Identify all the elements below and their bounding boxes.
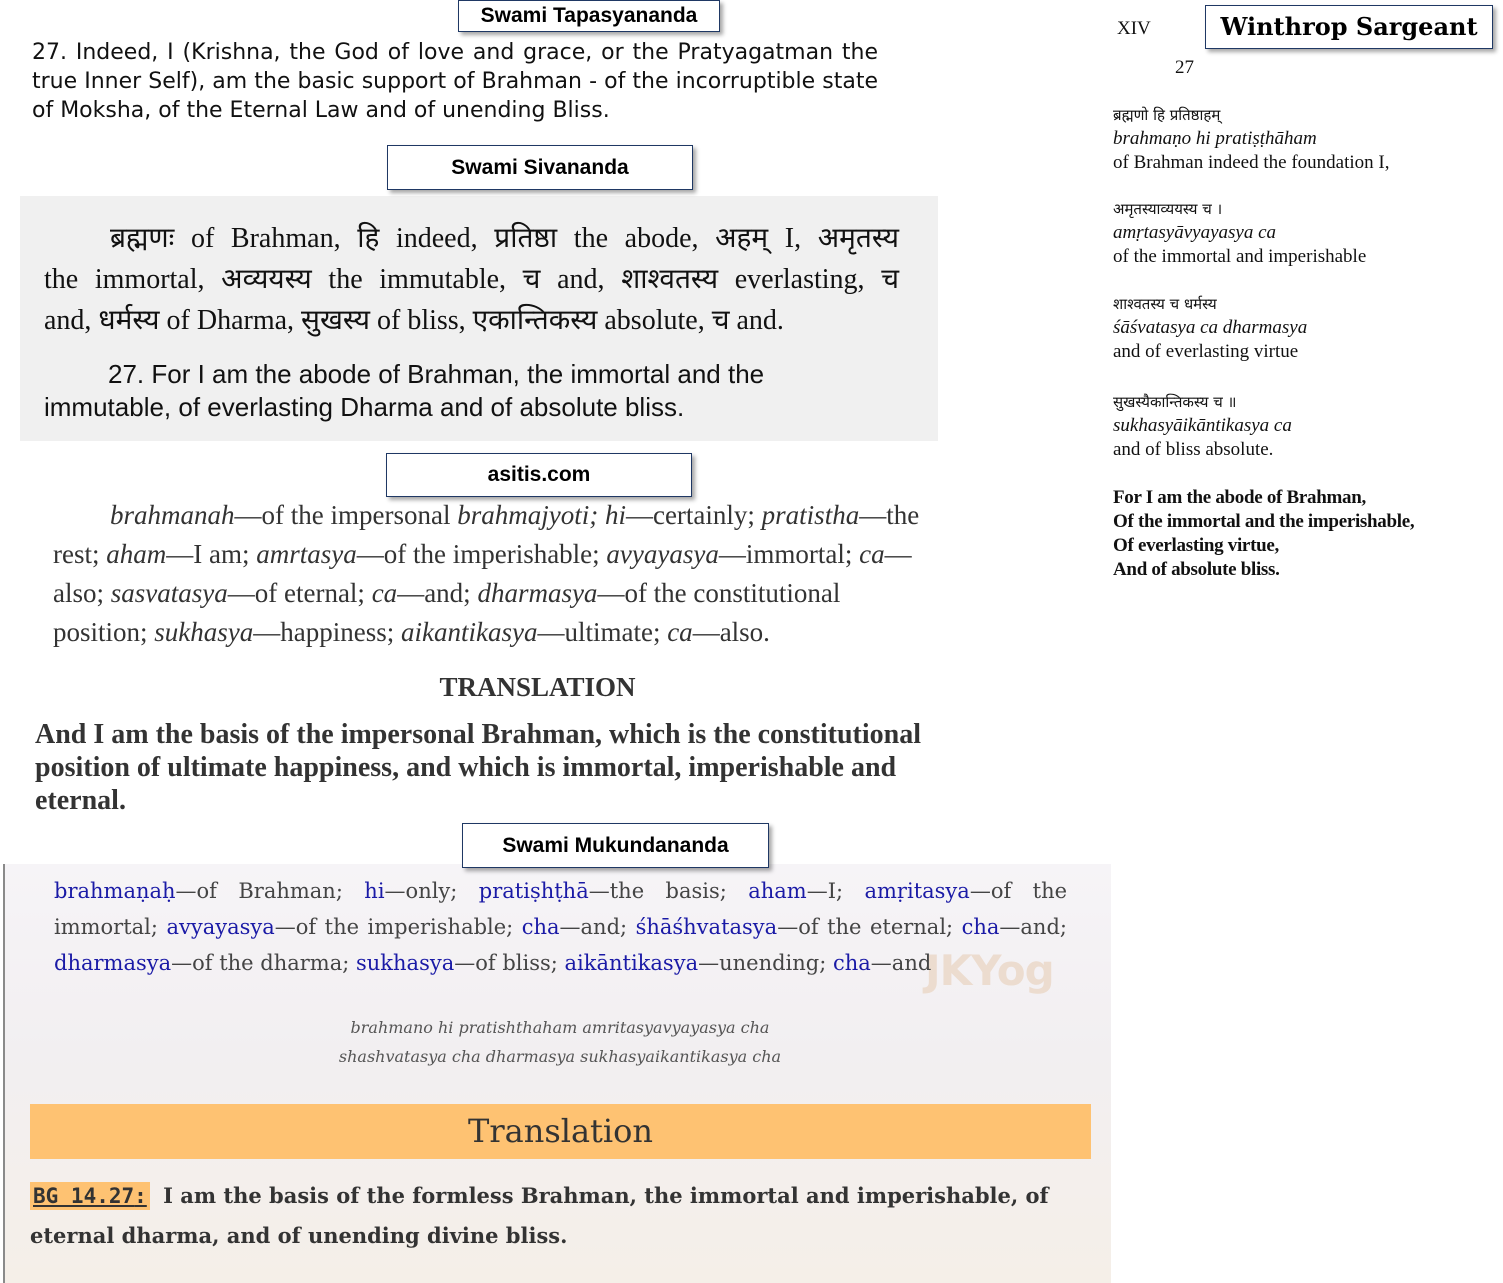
sanskrit-term: pratistha [761,500,860,530]
sanskrit-term: dharmasya [477,578,598,608]
word-gloss: —I am; [166,539,257,569]
word-gloss: rest; [53,539,107,569]
asitis-word-line [53,613,1003,652]
devanagari-line: सुखस्यैकान्तिकस्य च ॥ [1113,393,1237,411]
word-gloss: —happiness; [253,617,401,647]
sivananda-translation-line: 27. For I am the abode of Brahman, the immortal and the [108,359,765,389]
word-gloss: — [884,539,912,569]
asitis-translation-heading: TRANSLATION [439,672,636,702]
sanskrit-term: brahmaṇaḥ [54,879,176,903]
translation-line-1-text: I am the basis of the formless Brahman, the immortal and imperishable, of [163,1183,1049,1208]
transliteration-line: sukhasyāikāntikasya ca [1113,415,1292,436]
sivananda-word-line: the immortal, अव्ययस्य the immutable, च and, शाश्वतस्य everlasting, च [44,264,899,295]
mukundananda-translation-line [30,1176,1095,1216]
mukundananda-verse [0,1013,1120,1071]
verse-line: shashvatasya cha dharmasya sukhasyaikantikasya cha [338,1047,782,1066]
devanagari-line: शाश्वतस्य च धर्मस्य [1113,295,1217,313]
sargeant-word-group [1113,292,1307,364]
devanagari-line: अमृतस्याव्ययस्य च । [1113,200,1223,218]
word-gloss: —and [870,951,932,975]
mukundananda-translation [30,1176,1095,1255]
sargeant-page-number: XIV [1117,18,1151,39]
word-gloss: —of Brahman; [175,879,365,903]
sanskrit-term: pratiṣhṭhā [478,879,589,903]
sivananda-translation-line: immutable, of everlasting Dharma and of absolute bliss. [44,392,685,422]
sivananda-word-line: and, धर्मस्य of Dharma, सुखस्य of bliss, एकान्तिकस्य absolute, च and. [44,305,784,336]
sanskrit-term: aikāntikasya [564,951,699,975]
verse-reference-colon: : [134,1184,147,1208]
asitis-word-meanings [53,496,1003,652]
sanskrit-term: cha [832,951,871,975]
sanskrit-term: avyayasya [606,539,719,569]
asitis-word-line [53,574,1003,613]
english-gloss-line: and of everlasting virtue [1113,341,1299,362]
mukundananda-word-line [54,909,1067,945]
word-gloss: —and; [559,915,636,939]
asitis-word-line [53,496,1003,535]
sargeant-translation-line: For I am the abode of Brahman, [1113,487,1366,508]
verse-line: brahmano hi pratishthaham amritasyavyayasya cha [350,1018,770,1037]
sargeant-word-group [1113,103,1389,175]
sanskrit-term: aham [748,879,807,903]
label-asitis: asitis.com [386,453,692,497]
transliteration-line: śāśvatasya ca dharmasya [1113,317,1308,338]
devanagari-line: ब्रह्मणो हि प्रतिष्ठाहम् [1113,106,1221,124]
sivananda-word-meanings [44,218,899,341]
sanskrit-term: ca [371,578,398,608]
sanskrit-term: sukhasya [154,617,254,647]
sanskrit-term: cha [961,915,1000,939]
word-gloss: —unending; [698,951,833,975]
sivananda-word-line: ब्रह्मणः of Brahman, हि indeed, प्रतिष्ठा the abode, अहम् I, अमृतस्य [110,223,899,254]
mukundananda-word-meanings [54,873,1067,981]
sanskrit-term: brahmanah [110,500,235,530]
word-gloss: —immortal; [718,539,860,569]
sargeant-translation-line: Of the immortal and the imperishable, [1113,511,1415,532]
sivananda-translation [44,358,899,424]
word-gloss: —of bliss; [454,951,565,975]
word-gloss: —ultimate; [537,617,668,647]
label-sivananda: Swami Sivananda [387,145,693,190]
sanskrit-term: dharmasya [54,951,172,975]
sargeant-word-group [1113,197,1366,269]
word-gloss: —also. [692,617,770,647]
tapasyananda-text: 27. Indeed, I (Krishna, the God of love and grace, or the Pratyagatman the true Inner Self), am the basic support of Brahman - of the incorruptible state of Moksha, of the Eternal Law and of unending Bliss. [32,40,878,123]
word-gloss: —of the [969,879,1068,903]
mukundananda-word-line [54,873,1067,909]
sargeant-translation-line: And of absolute bliss. [1113,559,1280,580]
transliteration-line: brahmaṇo hi pratiṣṭhāham [1113,128,1317,149]
sargeant-word-group [1113,390,1292,462]
jkyog-watermark: JKYog [925,946,1054,995]
mukundananda-translation-line: eternal dharma, and of unending divine bliss. [30,1223,568,1248]
word-gloss: —of the constitutional [597,578,841,608]
asitis-translation-line: And I am the basis of the impersonal Brahman, which is the constitutional [35,719,921,750]
english-gloss-line: and of bliss absolute. [1113,439,1274,460]
word-gloss: immortal; [54,915,167,939]
sanskrit-term: hi [364,879,385,903]
word-gloss: —the basis; [588,879,749,903]
sanskrit-term: brahmajyoti; hi [457,500,626,530]
asitis-word-line [53,535,1003,574]
word-gloss: also; [53,578,111,608]
label-tapasyananda: Swami Tapasyananda [458,0,720,32]
sargeant-translation-line: Of everlasting virtue, [1113,535,1279,556]
sanskrit-term: ca [667,617,693,647]
sanskrit-term: aham [106,539,167,569]
word-gloss: —only; [384,879,479,903]
transliteration-line: amṛtasyāvyayasya ca [1113,222,1277,243]
sargeant-translation [1113,486,1414,582]
sanskrit-term: cha [521,915,560,939]
sargeant-verse-number: 27 [1175,57,1194,78]
sanskrit-term: avyayasya [166,915,275,939]
mukundananda-translation-heading: Translation [30,1104,1091,1159]
sanskrit-term: amrtasya [256,539,357,569]
verse-reference-link[interactable] [30,1182,150,1210]
sanskrit-term: amṛitasya [864,879,970,903]
label-sargeant: Winthrop Sargeant [1205,5,1493,49]
word-gloss: —and; [397,578,478,608]
asitis-translation-line: eternal. [35,785,126,816]
english-gloss-line: of Brahman indeed the foundation I, [1113,152,1390,173]
sanskrit-term: ca [859,539,885,569]
word-gloss: —the [859,500,920,530]
verse-reference-text[interactable]: BG 14.27 [33,1184,135,1208]
mukundananda-word-line [54,945,1067,981]
word-gloss: —of eternal; [227,578,372,608]
asitis-translation [35,718,1015,817]
word-gloss: —of the eternal; [777,915,962,939]
sanskrit-term: aikantikasya [401,617,538,647]
sanskrit-term: sasvatasya [110,578,228,608]
word-gloss: —of the imperishable; [356,539,607,569]
sanskrit-term: śhāśhvatasya [635,915,778,939]
word-gloss: —of the dharma; [171,951,356,975]
sanskrit-term: sukhasya [356,951,455,975]
word-gloss: —I; [806,879,865,903]
label-mukundananda: Swami Mukundananda [462,823,769,868]
word-gloss: position; [53,617,155,647]
word-gloss: —certainly; [625,500,762,530]
word-gloss: —and; [999,915,1067,939]
word-gloss: —of the imperishable; [274,915,522,939]
word-gloss: —of the impersonal [234,500,458,530]
english-gloss-line: of the immortal and imperishable [1113,246,1367,267]
asitis-translation-line: position of ultimate happiness, and which is immortal, imperishable and [35,752,897,783]
